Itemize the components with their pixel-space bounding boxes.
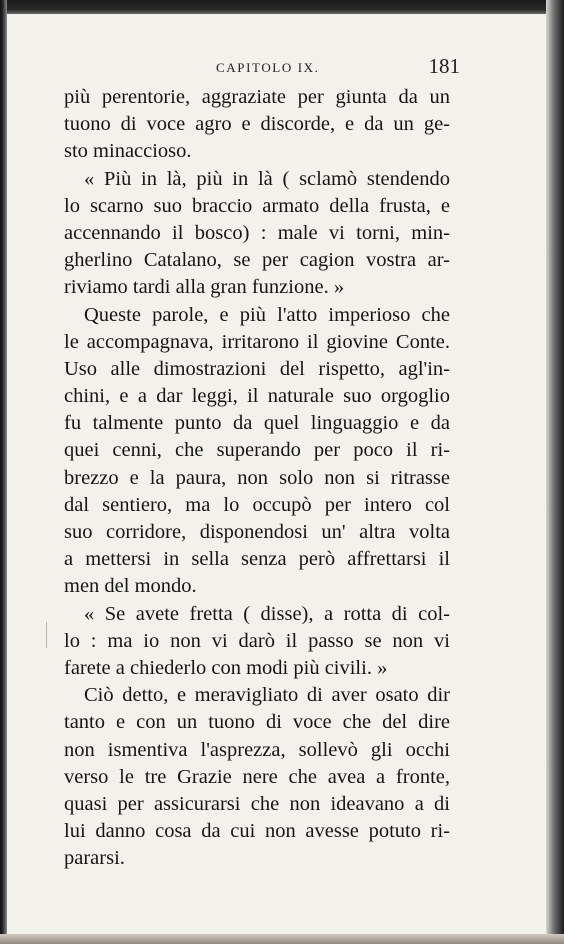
- text-line: suo corridore, disponendosi un' altra volta: [64, 521, 450, 543]
- text-line: dal sentiero, ma lo occupò per intero col: [64, 493, 450, 516]
- text-line: pararsi.: [64, 847, 125, 870]
- text-line: lo scarno suo braccio armato della frusta, e: [64, 194, 450, 217]
- text-line: accennando il bosco) : male vi torni, min-: [64, 221, 450, 244]
- text-line: Uso alle dimostrazioni del rispetto, agl'in-: [64, 357, 450, 380]
- text-line: « Più in là, più in là ( sclamò stendendo: [84, 167, 450, 190]
- text-line: chini, e a dar leggi, il naturale suo orgoglio: [64, 385, 450, 408]
- text-line: a mettersi in sella senza però affrettarsi il: [64, 548, 450, 571]
- text-line: le accompagnava, irritarono il giovine Conte.: [64, 330, 450, 353]
- text-line: brezzo e la paura, non solo non si ritrasse: [64, 466, 450, 489]
- text-line: quasi per assicurarsi che non ideavano a di: [64, 792, 450, 815]
- running-head: [64, 56, 460, 84]
- text-line: « Se avete fretta ( disse), a rotta di col-: [84, 602, 450, 625]
- page-top-shadow: [0, 0, 564, 14]
- text-line: sto minaccioso.: [64, 140, 192, 163]
- text-line: farete a chiederlo con modi più civili. »: [64, 656, 388, 679]
- page-number: 181: [428, 54, 460, 78]
- text-line: tanto e con un tuono di voce che del dire: [64, 711, 450, 734]
- text-line: più perentorie, aggraziate per giunta da un: [64, 86, 450, 108]
- margin-mark: [46, 622, 47, 648]
- text-line: tuono di voce agro e discorde, e da un ge-: [64, 113, 450, 136]
- page-bottom-shadow: [0, 934, 564, 944]
- text-line: non ismentiva l'asprezza, sollevò gli occhi: [64, 738, 450, 761]
- text-line: quei cenni, che superando per poco il ri-: [64, 439, 450, 462]
- text-line: lui danno cosa da cui non avesse potuto ri-: [64, 820, 450, 843]
- text-line: men del mondo.: [64, 575, 197, 598]
- page-right-shadow: [546, 0, 564, 944]
- page-left-shadow: [0, 0, 7, 944]
- chapter-title: CAPITOLO IX.: [216, 60, 320, 75]
- text-line: lo : ma io non vi darò il passo se non vi: [64, 629, 450, 652]
- text-line: Ciò detto, e meravigliato di aver osato dir: [84, 684, 450, 707]
- text-line: Queste parole, e più l'atto imperioso che: [84, 303, 450, 326]
- text-line: gherlino Catalano, se per cagion vostra ar-: [64, 249, 450, 272]
- text-line: fu talmente punto da quel linguaggio e da: [64, 412, 450, 435]
- text-line: verso le tre Grazie nere che avea a fronte,: [64, 765, 450, 788]
- body-text: [64, 84, 450, 872]
- text-line: riviamo tardi alla gran funzione. »: [64, 276, 345, 299]
